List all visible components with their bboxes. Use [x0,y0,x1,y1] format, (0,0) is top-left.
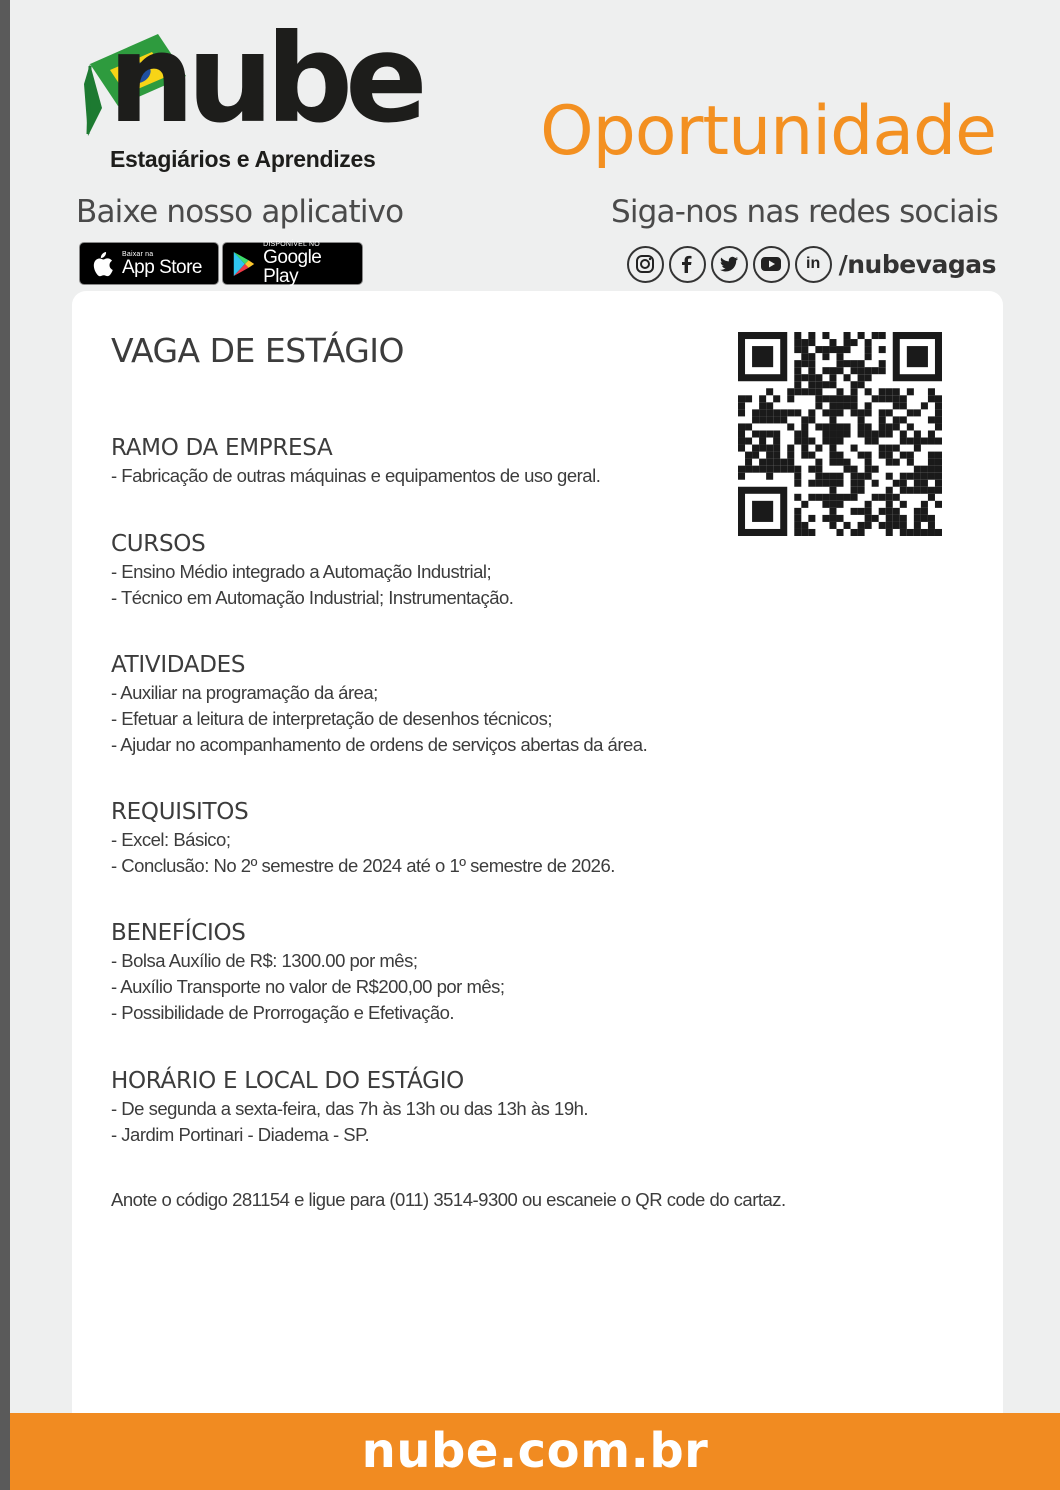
section-heading: HORÁRIO E LOCAL DO ESTÁGIO [111,1068,464,1094]
section-line: - Conclusão: No 2º semestre de 2024 até o 1º semestre de 2026. [111,855,615,876]
google-play-button[interactable] [222,242,363,285]
social-label: Siga-nos nas redes sociais [610,194,998,230]
section-ramo [111,433,600,489]
app-download-label: Baixe nosso aplicativo [76,194,404,230]
linkedin-icon[interactable]: in [795,246,832,283]
google-play-icon [231,250,255,278]
section-heading: REQUISITOS [111,799,249,825]
section-line: - Fabricação de outras máquinas e equipamentos de uso geral. [111,465,601,486]
section-heading: BENEFÍCIOS [111,920,246,946]
footer-bar [10,1413,1060,1490]
social-handle[interactable]: /nubevagas [838,249,996,279]
section-line: - Bolsa Auxílio de R$: 1300.00 por mês; [111,950,418,971]
instagram-icon[interactable] [627,246,664,283]
section-line: - Jardim Portinari - Diadema - SP. [111,1124,370,1145]
twitter-icon[interactable] [711,246,748,283]
youtube-icon[interactable] [753,246,790,283]
section-heading: ATIVIDADES [111,652,246,678]
google-play-small-label: DISPONÍVEL NO [263,241,320,248]
section-atividades [111,650,647,758]
contact-note: Anote o código 281154 e ligue para (011) 3514-9300 ou escaneie o QR code do cartaz. [111,1189,786,1210]
app-store-button[interactable] [79,242,219,285]
section-line: - Auxílio Transporte no valor de R$200,00 por mês; [111,976,505,997]
apple-icon [88,250,114,278]
job-title: VAGA DE ESTÁGIO [111,331,405,370]
logo-wordmark: nube [108,8,420,150]
social-links [627,244,996,284]
section-cursos [111,529,513,611]
logo-subtitle: Estagiários e Aprendizes [110,146,376,172]
google-play-label: Google Play [263,247,322,287]
website-link[interactable]: nube.com.br [361,1423,709,1479]
section-beneficios [111,918,505,1026]
app-store-small-label: Baixar na [122,250,154,258]
nube-logo [72,8,420,178]
section-line: - Excel: Básico; [111,829,231,850]
qr-code-image[interactable] [738,332,942,536]
app-store-label: App Store [122,256,202,278]
section-line: - Técnico em Automação Industrial; Instrumentação. [111,587,514,608]
section-line: - Possibilidade de Prorrogação e Efetivação. [111,1002,455,1023]
section-line: - Ajudar no acompanhamento de ordens de serviços abertas da área. [111,734,648,755]
section-heading: CURSOS [111,531,206,557]
job-card [72,291,1003,1416]
section-line: - Ensino Médio integrado a Automação Industrial; [111,561,492,582]
facebook-icon[interactable] [669,246,706,283]
headline: Oportunidade [540,92,996,171]
section-horario-local [111,1066,588,1148]
section-requisitos [111,797,615,879]
section-line: - Efetuar a leitura de interpretação de desenhos técnicos; [111,708,552,729]
section-heading: RAMO DA EMPRESA [111,435,333,461]
section-line: - De segunda a sexta-feira, das 7h às 13h ou das 13h às 19h. [111,1098,589,1119]
section-line: - Auxiliar na programação da área; [111,682,378,703]
poster-page [10,0,1060,1490]
